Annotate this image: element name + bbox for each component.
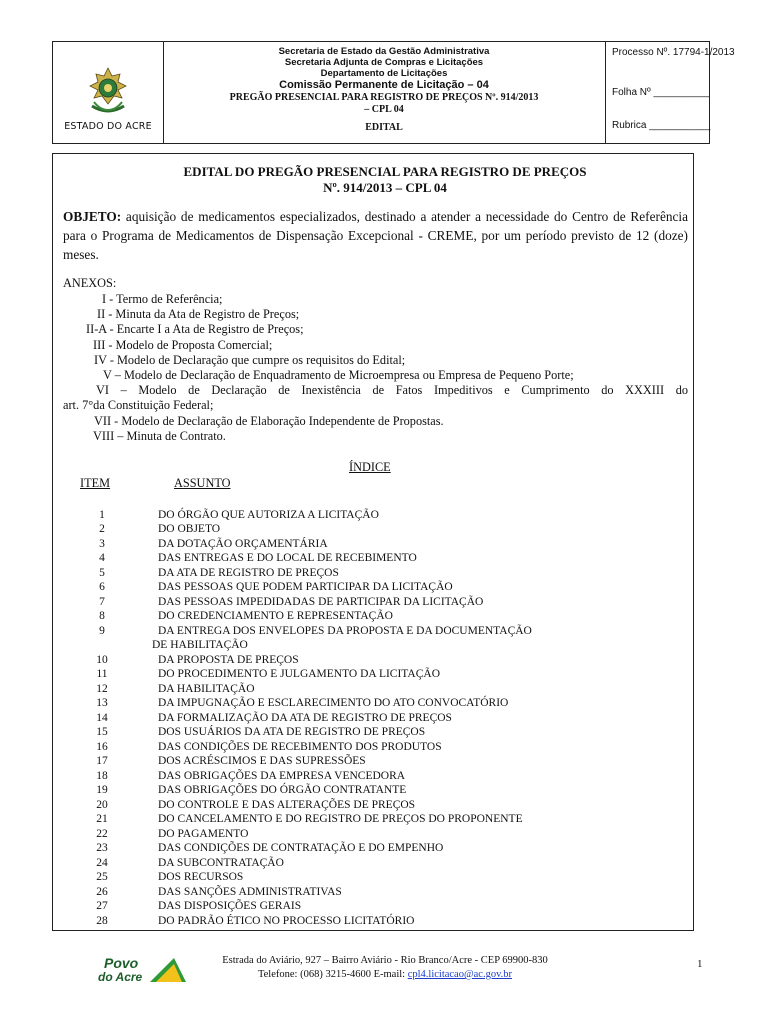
page-number: 1 bbox=[697, 958, 703, 970]
state-seal-icon bbox=[80, 62, 136, 118]
header-line-6: – CPL 04 bbox=[364, 104, 404, 115]
item-subject: DA DOTAÇÃO ORÇAMENTÁRIA bbox=[158, 538, 328, 550]
item-subject: DAS OBRIGAÇÕES DO ÓRGÃO CONTRATANTE bbox=[158, 784, 407, 796]
item-number: 27 bbox=[96, 900, 108, 912]
item-subject: DA ENTREGA DOS ENVELOPES DA PROPOSTA E DA DOCUMENTAÇÃO bbox=[158, 625, 532, 637]
item-subject: DA ATA DE REGISTRO DE PREÇOS bbox=[158, 567, 339, 579]
item-number: 28 bbox=[96, 915, 108, 927]
document-title-line-2: Nº. 914/2013 – CPL 04 bbox=[323, 180, 447, 195]
item-subject: DAS PESSOAS QUE PODEM PARTICIPAR DA LICITAÇÃO bbox=[158, 581, 453, 593]
footer-email-link[interactable]: cpl4.licitacao@ac.gov.br bbox=[407, 969, 513, 980]
header-line-4: Comissão Permanente de Licitação – 04 bbox=[279, 79, 489, 91]
item-number: 21 bbox=[96, 813, 108, 825]
povo-do-acre-logo bbox=[96, 948, 188, 988]
anexo-item: VIII – Minuta de Contrato. bbox=[93, 429, 226, 443]
item-subject: DAS OBRIGAÇÕES DA EMPRESA VENCEDORA bbox=[158, 770, 406, 782]
item-subject: DO CONTROLE E DAS ALTERAÇÕES DE PREÇOS bbox=[158, 799, 416, 811]
item-subject: DO ÓRGÃO QUE AUTORIZA A LICITAÇÃO bbox=[158, 509, 379, 521]
item-number: 20 bbox=[96, 799, 108, 811]
item-subject: DAS PESSOAS IMPEDIDADAS DE PARTICIPAR DA LICITAÇÃO bbox=[158, 596, 484, 608]
processo-number: Processo Nº. 17794-1/2013 bbox=[612, 47, 735, 58]
item-subject: DO PROCEDIMENTO E JULGAMENTO DA LICITAÇÃO bbox=[158, 668, 440, 680]
item-subject: DOS ACRÉSCIMOS E DAS SUPRESSÕES bbox=[158, 755, 366, 767]
item-number: 15 bbox=[96, 726, 108, 738]
item-number: 9 bbox=[99, 625, 105, 637]
anexo-item: II-A - Encarte I a Ata de Registro de Preços; bbox=[86, 322, 304, 336]
item-subject: DO CREDENCIAMENTO E REPRESENTAÇÃO bbox=[158, 610, 393, 622]
header-process-cell bbox=[606, 42, 735, 143]
item-number: 12 bbox=[96, 683, 108, 695]
anexo-item: VI – Modelo de Declaração de Inexistência de Fatos Impeditivos e Cumprimento do XXXIII do bbox=[96, 383, 688, 397]
item-subject: DO OBJETO bbox=[158, 523, 221, 535]
header-line-1: Secretaria de Estado da Gestão Administrativa bbox=[278, 46, 490, 57]
header-line-3: Departamento de Licitações bbox=[320, 68, 448, 79]
item-number: 4 bbox=[99, 552, 105, 564]
item-number: 3 bbox=[99, 538, 105, 550]
item-number: 17 bbox=[96, 755, 108, 767]
item-number: 22 bbox=[96, 828, 108, 840]
item-subject: DA IMPUGNAÇÃO E ESCLARECIMENTO DO ATO CONVOCATÓRIO bbox=[158, 697, 509, 709]
item-subject: DAS CONDIÇÕES DE CONTRATAÇÃO E DO EMPENHO bbox=[158, 842, 444, 854]
header-line-2: Secretaria Adjunta de Compras e Licitações bbox=[284, 57, 484, 68]
item-number: 2 bbox=[99, 523, 105, 535]
item-subject: DA PROPOSTA DE PREÇOS bbox=[158, 654, 299, 666]
anexo-item: VII - Modelo de Declaração de Elaboração Independente de Propostas. bbox=[94, 414, 444, 428]
item-number: 11 bbox=[96, 668, 108, 680]
item-number: 10 bbox=[96, 654, 108, 666]
item-subject: DAS DISPOSIÇÕES GERAIS bbox=[158, 900, 302, 912]
item-subject: DOS USUÁRIOS DA ATA DE REGISTRO DE PREÇOS bbox=[158, 726, 426, 738]
footer-address: Estrada do Aviário, 927 – Bairro Aviário - Rio Branco/Acre - CEP 69900-830 bbox=[222, 955, 548, 966]
anexo-item-continued: art. 7°da Constituição Federal; bbox=[63, 398, 214, 412]
item-subject-continued: DE HABILITAÇÃO bbox=[152, 639, 248, 651]
item-number: 5 bbox=[99, 567, 105, 579]
header-title-cell bbox=[163, 42, 606, 143]
footer-phone: Telefone: (068) 3215-4600 E-mail: bbox=[257, 969, 408, 980]
item-number: 1 bbox=[99, 509, 105, 521]
anexos-label: ANEXOS: bbox=[63, 276, 117, 290]
anexo-item: II - Minuta da Ata de Registro de Preços; bbox=[97, 307, 300, 321]
item-number: 18 bbox=[96, 770, 108, 782]
objeto-text: aquisição de medicamentos especializados, destinado a atender a necessidade do Centro de Referência para o Programa de Medicamentos de Dispensação Excepcional - CREME, por um período previsto de 12 (doze) meses. bbox=[63, 209, 688, 262]
item-number: 19 bbox=[96, 784, 108, 796]
header-table bbox=[52, 41, 735, 144]
anexo-item: V – Modelo de Declaração de Enquadramento de Microempresa ou Empresa de Pequeno Porte; bbox=[103, 368, 574, 382]
estado-label: ESTADO DO ACRE bbox=[64, 121, 152, 132]
objeto-label: OBJETO: bbox=[63, 209, 122, 224]
indice-title: ÍNDICE bbox=[349, 460, 391, 474]
item-number: 8 bbox=[99, 610, 105, 622]
item-number: 16 bbox=[96, 741, 108, 753]
item-number: 7 bbox=[99, 596, 105, 608]
document-title-line-1: EDITAL DO PREGÃO PRESENCIAL PARA REGISTRO DE PREÇOS bbox=[183, 164, 587, 179]
item-subject: DAS CONDIÇÕES DE RECEBIMENTO DOS PRODUTOS bbox=[158, 741, 442, 753]
item-subject: DO CANCELAMENTO E DO REGISTRO DE PREÇOS DO PROPONENTE bbox=[158, 813, 523, 825]
item-subject: DO PAGAMENTO bbox=[158, 828, 249, 840]
footer-contact bbox=[0, 969, 770, 980]
anexo-item: III - Modelo de Proposta Comercial; bbox=[93, 338, 273, 352]
rubrica-field: Rubrica ___________ bbox=[612, 120, 711, 131]
objeto-paragraph bbox=[63, 207, 688, 264]
item-subject: DAS SANÇÕES ADMINISTRATIVAS bbox=[158, 886, 342, 898]
item-subject: DA FORMALIZAÇÃO DA ATA DE REGISTRO DE PREÇOS bbox=[158, 712, 452, 724]
indice-col-item: ITEM bbox=[80, 476, 111, 490]
item-number: 26 bbox=[96, 886, 108, 898]
item-number: 24 bbox=[96, 857, 108, 869]
item-subject: DAS ENTREGAS E DO LOCAL DE RECEBIMENTO bbox=[158, 552, 417, 564]
item-number: 23 bbox=[96, 842, 108, 854]
item-subject: DA HABILITAÇÃO bbox=[158, 683, 255, 695]
header-seal-cell bbox=[53, 42, 164, 143]
indice-col-assunto: ASSUNTO bbox=[174, 476, 231, 490]
item-subject: DO PADRÃO ÉTICO NO PROCESSO LICITATÓRIO bbox=[158, 915, 415, 927]
header-line-7: EDITAL bbox=[365, 122, 403, 133]
item-number: 25 bbox=[96, 871, 108, 883]
header-line-5: PREGÃO PRESENCIAL PARA REGISTRO DE PREÇOS Nº. 914/2013 bbox=[229, 92, 539, 103]
anexo-item: I - Termo de Referência; bbox=[102, 292, 223, 306]
folha-field: Folha Nº __________ bbox=[612, 87, 710, 98]
anexo-item: IV - Modelo de Declaração que cumpre os requisitos do Edital; bbox=[94, 353, 406, 367]
svg-text:Povo: Povo bbox=[104, 955, 139, 971]
item-subject: DA SUBCONTRATAÇÃO bbox=[158, 857, 284, 869]
item-number: 6 bbox=[99, 581, 105, 593]
svg-text:do Acre: do Acre bbox=[98, 970, 143, 984]
item-number: 13 bbox=[96, 697, 108, 709]
item-number: 14 bbox=[96, 712, 108, 724]
item-subject: DOS RECURSOS bbox=[158, 871, 244, 883]
